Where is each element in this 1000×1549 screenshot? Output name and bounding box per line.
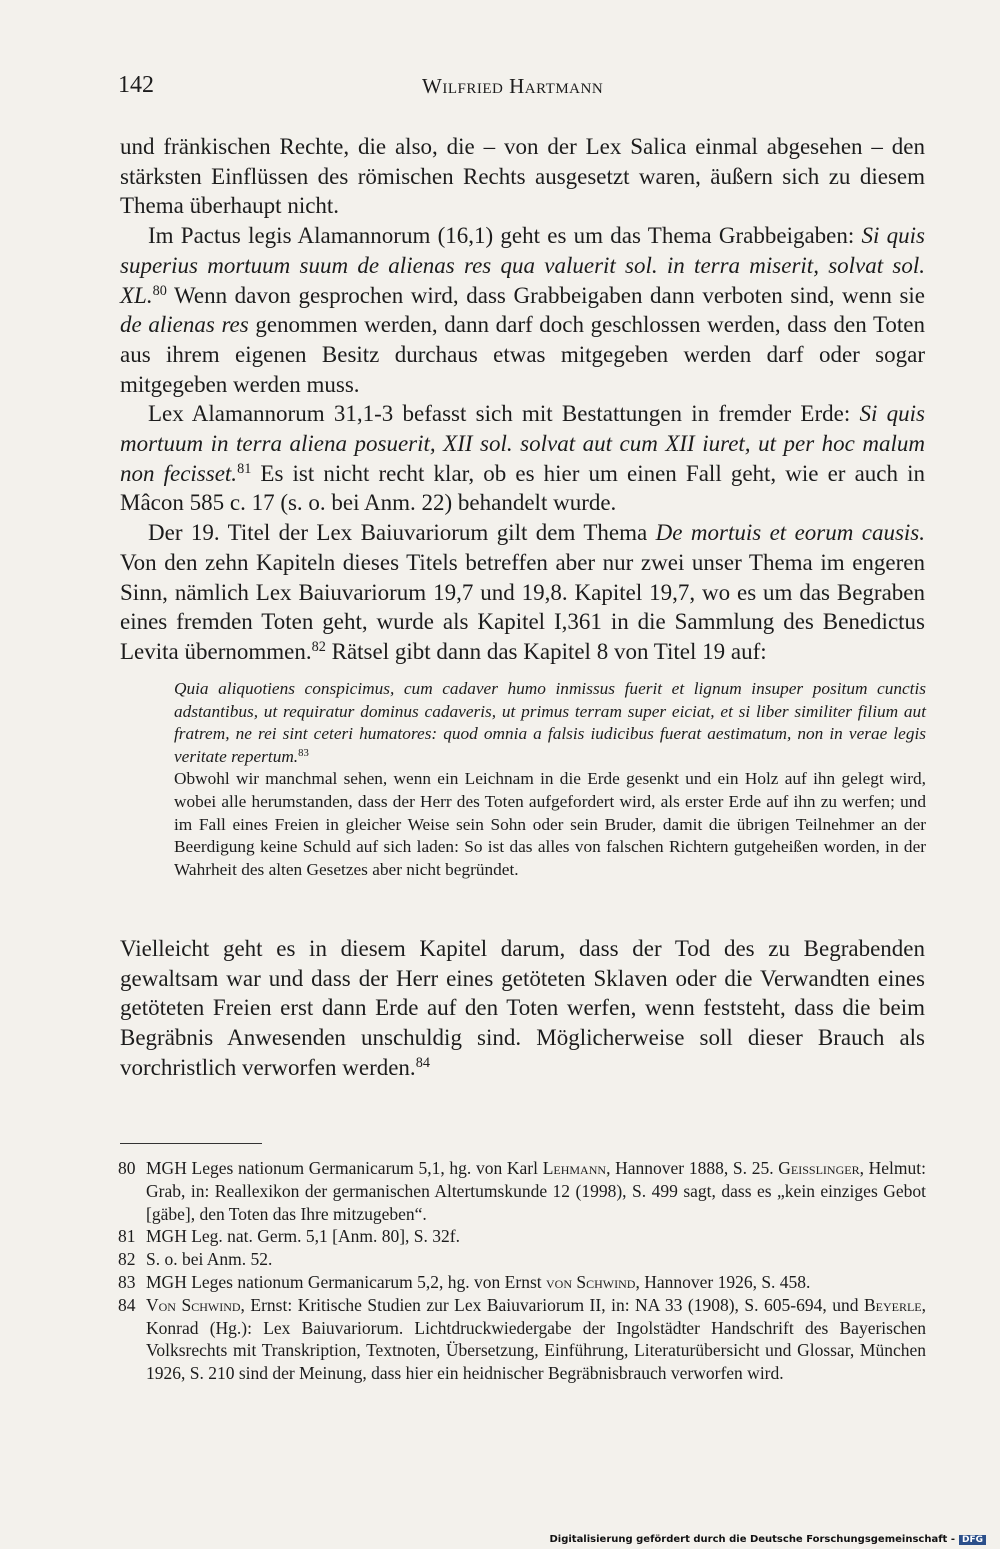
footnote-84: 84 Von Schwind, Ernst: Kritische Studien zur Lex Baiuvariorum II, in: NA 33 (1908), S. 605-694, und Beyerle, Konrad (Hg.): Lex Baiuvariorum. Lichtdruckwiedergabe der Ingolstädter Handschrift des Bayerischen Volksrechts mit Transkription, Textnoten, Übersetzung, Einführung, Literaturübersicht und Glossar, München 1926, S. 210 sind der Meinung, dass hier ein heidnischer Begräbnisbrauch verworfen wird. bbox=[118, 1294, 926, 1384]
footnote-ref-80: 80 bbox=[152, 282, 167, 299]
footnote-ref-82: 82 bbox=[311, 639, 326, 656]
footnote-ref-81: 81 bbox=[237, 460, 252, 477]
footnote-ref-84: 84 bbox=[415, 1054, 430, 1071]
paragraph-3: Lex Alamannorum 31,1-3 befasst sich mit Bestattungen in fremder Erde: Si quis mortuum in terra aliena posuerit, XII sol. solvat aut cum XII iuret, ut per hoc malum non fecisset.$^{81}$ Es ist nicht recht klar, ob es hier um einen Fall geht, wie er auch in Mâcon 585 c. 17 (s. o. bei Anm. 22) behandelt wurde. bbox=[120, 401, 925, 516]
paragraph-1: und fränkischen Rechte, die also, die – von der Lex Salica einmal abgesehen – den stärksten Einflüssen des römischen Rechts ausgesetzt waren, äußern sich zu diesem Thema überhaupt nicht. bbox=[120, 134, 925, 219]
paragraph-5: Vielleicht geht es in diesem Kapitel darum, dass der Tod des zu Begrabenden gewaltsam war und dass der Herr eines getöteten Sklaven oder die Verwandten eines getöteten Freien erst dann Erde auf den Toten werfen, wenn feststeht, dass die beim Begräbnis Anwesenden unschuldig sind. Möglicherweise soll dieser Brauch als vorchristlich verworfen werden.$^{84}$ bbox=[120, 936, 925, 1080]
main-text-upper bbox=[120, 132, 925, 667]
page-number: 142 bbox=[118, 72, 154, 98]
paragraph-2: Im Pactus legis Alamannorum (16,1) geht es um das Thema Grabbeigaben: Si quis superius mortuum suum de alienas res qua valuerit sol. in terra miserit, solvat sol. XL.$^{80}$ Wenn davon gesprochen wird, dass Grabbeigaben dann verboten sind, wenn sie de alienas res genommen werden, dann darf doch geschlossen werden, dass den Toten aus ihrem eigenen Besitz durchaus etwas mitgegeben werden darf oder sogar mitgegeben werden muss. bbox=[120, 223, 926, 397]
footnote-ref-83: 83 bbox=[298, 746, 309, 759]
footnote-82: 82 S. o. bei Anm. 52. bbox=[118, 1249, 273, 1270]
running-head-author: Wilfried Hartmann bbox=[422, 74, 604, 98]
footnotes bbox=[118, 1157, 926, 1385]
digitization-note: Digitalisierung gefördert durch die Deutsche Forschungsgemeinschaft - bbox=[549, 1534, 955, 1545]
footnote-81: 81 MGH Leg. nat. Germ. 5,1 [Anm. 80], S. 32f. bbox=[118, 1226, 460, 1247]
paragraph-4: Der 19. Titel der Lex Baiuvariorum gilt dem Thema De mortuis et eorum causis. Von den zehn Kapiteln dieses Titels betreffen aber nur zwei unser Thema im engeren Sinn, nämlich Lex Baiuvariorum 19,7 und 19,8. Kapitel 19,7, wo es um das Begraben eines fremden Toten geht, wurde als Kapitel I,361 in die Sammlung des Benedictus Levita übernommen.$^{82}$ Rätsel gibt dann das Kapitel 8 von Titel 19 auf: bbox=[120, 520, 925, 664]
main-text-lower bbox=[120, 934, 925, 1083]
footnote-80: 80 MGH Leges nationum Germanicarum 5,1, hg. von Karl Lehmann, Hannover 1888, S. 25. Geißlinger, Helmut: Grab, in: Reallexikon der germanischen Altertumskunde 12 (1998), S. 499 sagt, dass es „kein einziges Gebot [gäbe], den Toten das Ihre mitzugeben“. bbox=[118, 1158, 926, 1224]
quote-german-translation: Obwohl wir manchmal sehen, wenn ein Leichnam in die Erde gesenkt und ein Holz auf ihn gelegt wird, wobei alle herumstanden, dass der Herr des Toten aufgefordert wird, als erster Erde auf ihn zu werfen; und im Fall eines Freien in gleicher Weise sein Sohn oder sein Bruder, damit die übrigen Teilnehmer an der Beerdigung keine Schuld auf sich laden: So ist das alles von falschen Richtern gutgeheißen worden, in der Wahrheit des alten Gesetzes aber nicht begründet. bbox=[174, 769, 926, 879]
block-quote bbox=[174, 678, 926, 881]
digitization-credit bbox=[549, 1534, 986, 1545]
quote-latin: Quia aliquotiens conspicimus, cum cadaver humo inmissus fuerit et lignum insuper positum cunctis adstantibus, ut requiratur dominus cadaveris, ut primus terram super eiciat, et si liber similiter filium aut fratrem, ne rei sint ceteri humatores: quod omnia a falsis iudicibus fuerat aestimatum, non in verae legis veritate repertum.$^{83}$ bbox=[174, 679, 926, 766]
footnote-83: 83 MGH Leges nationum Germanicarum 5,2, hg. von Ernst von Schwind, Hannover 1926, S. 458. bbox=[118, 1271, 811, 1292]
footnote-divider bbox=[120, 1143, 262, 1144]
dfg-logo: DFG bbox=[959, 1535, 986, 1545]
running-header bbox=[118, 72, 928, 106]
